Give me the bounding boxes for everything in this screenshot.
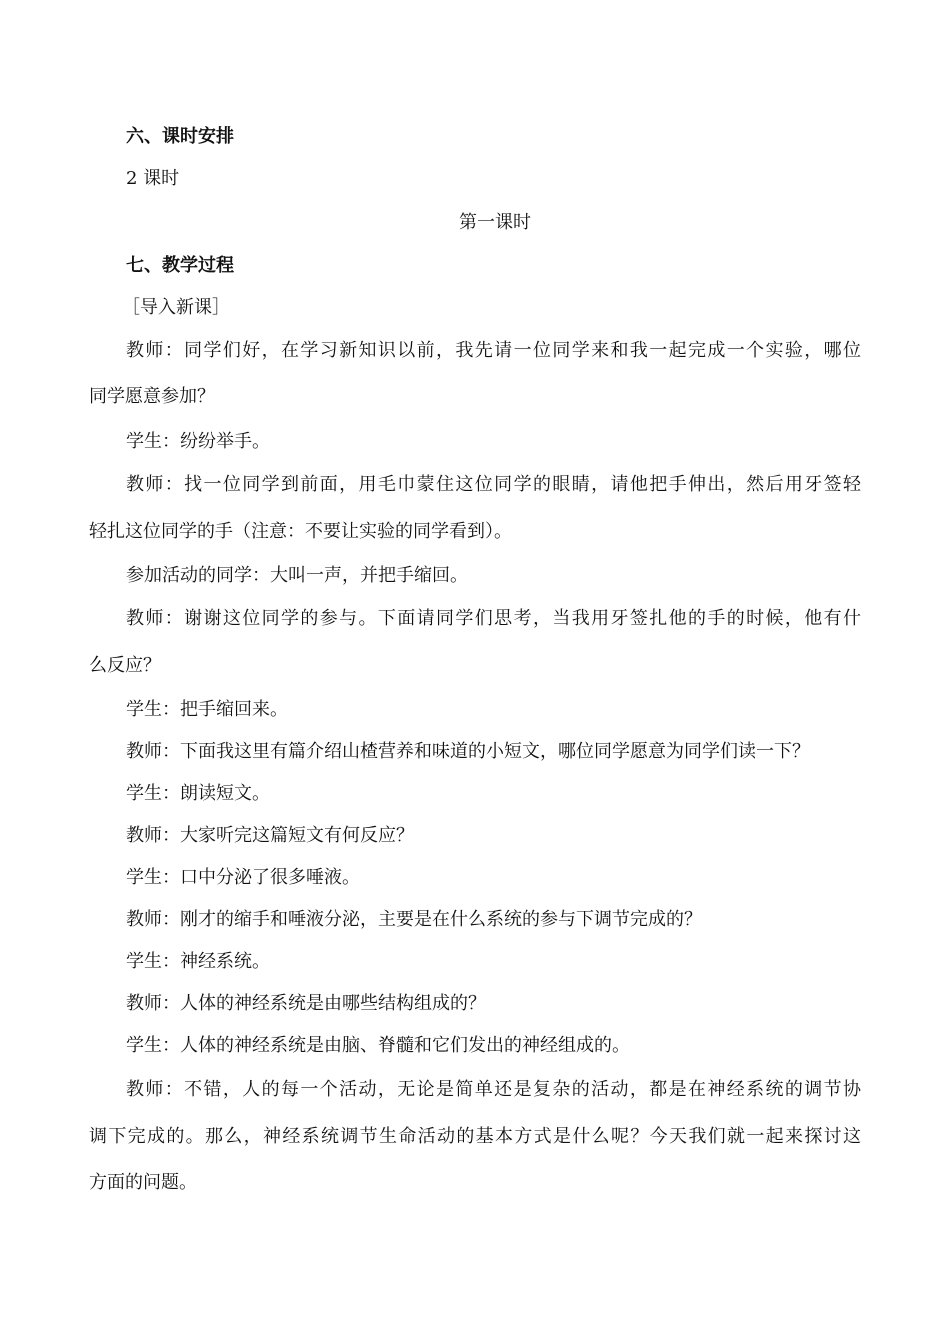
section-seven-heading: 七、教学过程 [126,255,234,276]
paragraph-line: 学生：把手缩回来。 [126,699,288,720]
class-hours-text: 2 课时 [126,168,180,189]
paragraph-line: 教师：人体的神经系统是由哪些结构组成的？ [126,993,486,1014]
paragraph-line: 教师：大家听完这篇短文有何反应？ [126,825,414,846]
lesson-title: 第一课时 [459,212,531,233]
paragraph-line: 教师：不错，人的每一个活动，无论是简单还是复杂的活动，都是在神经系统的调节协 [126,1079,861,1100]
paragraph-line: 学生：纷纷举手。 [126,431,270,452]
paragraph-line: 学生：朗读短文。 [126,783,270,804]
paragraph-line: 教师：找一位同学到前面，用毛巾蒙住这位同学的眼睛，请他把手伸出，然后用牙签轻 [126,474,861,495]
paragraph-line: 教师：下面我这里有篇介绍山楂营养和味道的小短文，哪位同学愿意为同学们读一下？ [126,741,810,762]
paragraph-line: 轻扎这位同学的手（注意：不要让实验的同学看到）。 [89,521,512,542]
paragraph-line: 调下完成的。那么，神经系统调节生命活动的基本方式是什么呢？今天我们就一起来探讨这 [89,1126,861,1147]
paragraph-line: 教师：刚才的缩手和唾液分泌，主要是在什么系统的参与下调节完成的？ [126,909,702,930]
paragraph-line: 么反应？ [89,655,161,676]
paragraph-line: 教师：同学们好，在学习新知识以前，我先请一位同学来和我一起完成一个实验，哪位 [126,340,861,361]
section-six-heading: 六、课时安排 [126,126,234,147]
paragraph-line: 教师：谢谢这位同学的参与。下面请同学们思考，当我用牙签扎他的手的时候，他有什 [126,608,861,629]
paragraph-line: 参加活动的同学：大叫一声，并把手缩回。 [126,565,468,586]
paragraph-line: 学生：人体的神经系统是由脑、脊髓和它们发出的神经组成的。 [126,1035,630,1056]
paragraph-line: 方面的问题。 [89,1172,197,1193]
paragraph-line: 学生：口中分泌了很多唾液。 [126,867,360,888]
paragraph-line: 同学愿意参加？ [89,386,215,407]
paragraph-line: 学生：神经系统。 [126,951,270,972]
intro-label: ［导入新课］ [122,297,230,318]
